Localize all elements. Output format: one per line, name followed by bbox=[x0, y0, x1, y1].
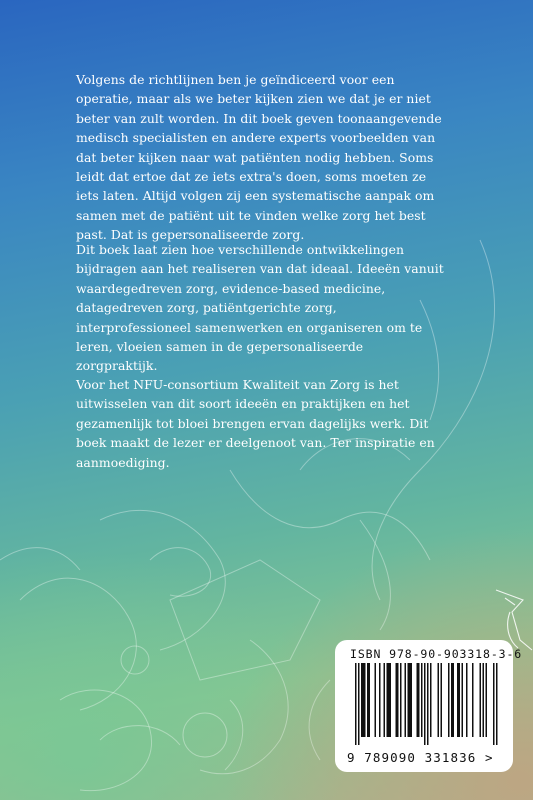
barcode-bar bbox=[459, 663, 461, 737]
barcode-bar bbox=[493, 663, 495, 745]
barcode-bar bbox=[417, 663, 419, 737]
barcode-bar bbox=[367, 663, 369, 737]
barcode-bar bbox=[379, 663, 381, 737]
barcode-bar bbox=[363, 663, 365, 737]
barcode-bar bbox=[408, 663, 410, 737]
blurb-paragraph-1 bbox=[76, 70, 446, 245]
blurb-paragraph-3-text: Voor het NFU-consortium Kwaliteit van Zorg is het uitwisselen van dit soort ideeën en praktijken en het gezamenlijk tot bloei brengen ervan dagelijks werk. Dit boek maakt de lezer er deelgenoot van. Ter inspiratie en aanmoediging. bbox=[76, 377, 435, 470]
barcode-bar bbox=[451, 663, 453, 737]
barcode-bar bbox=[400, 663, 402, 737]
barcode-bar bbox=[472, 663, 474, 737]
barcode-bar bbox=[457, 663, 459, 737]
barcode-bar bbox=[369, 663, 371, 737]
barcode-bar bbox=[480, 663, 482, 737]
barcode-bar bbox=[453, 663, 455, 737]
barcode-bar bbox=[421, 663, 423, 737]
barcode-bar bbox=[466, 663, 468, 737]
barcode-bar bbox=[364, 663, 366, 737]
barcode-bar bbox=[411, 663, 413, 737]
barcode-bar bbox=[441, 663, 443, 737]
blurb-paragraph-2-text: Dit boek laat zien hoe verschillende ontwikkelingen bijdragen aan het realiseren van dat ideaal. Ideeën vanuit waardegedreven zorg, evidence-based medicine, datagedreven zorg, patiëntgerichte zorg, interprofessioneel samenwerken en organiseren om te leren, vloeien samen in de gepersonaliseerde zorgpraktijk. bbox=[76, 242, 444, 374]
blurb-paragraph-3 bbox=[76, 375, 446, 472]
barcode-bar bbox=[430, 663, 432, 737]
barcode-bar bbox=[390, 663, 392, 737]
blurb-paragraph-1-text: Volgens de richtlijnen ben je geïndiceerd voor een operatie, maar als we beter kijken zien we dat je er niet beter van zult worden. In dit boek geven toonaangevende medisch specialisten en andere experts voorbeelden van dat beter kijken naar wat patiënten nodig hebben. Soms leidt dat ertoe dat ze iets extra's doen, soms moeten ze iets laten. Altijd volgen zij een systematische aanpak om samen met de patiënt uit te vinden welke zorg het best past. Dat is gepersonaliseerde zorg. bbox=[76, 72, 442, 243]
barcode-bar bbox=[448, 663, 450, 737]
barcode-bar bbox=[409, 663, 411, 737]
barcode-bar bbox=[483, 663, 485, 737]
barcode-bar bbox=[462, 663, 464, 737]
isbn-barcode-box bbox=[335, 640, 523, 772]
barcode-bar bbox=[427, 663, 429, 745]
barcode-bar bbox=[438, 663, 440, 737]
isbn-label: ISBN 978-90-903318-3-6 bbox=[350, 647, 523, 661]
barcode-bar bbox=[361, 663, 363, 737]
barcode-bar bbox=[388, 663, 390, 737]
barcode-bar bbox=[418, 663, 420, 737]
barcode-bar bbox=[387, 663, 389, 737]
barcode-bar bbox=[355, 663, 357, 745]
blurb-paragraph-2 bbox=[76, 240, 446, 376]
barcode-bar bbox=[486, 663, 488, 737]
barcode-bar bbox=[384, 663, 386, 737]
barcode-bar bbox=[396, 663, 398, 737]
barcode-bar bbox=[496, 663, 498, 745]
barcode-bar bbox=[405, 663, 407, 737]
barcode-bar bbox=[375, 663, 377, 737]
barcode-bar bbox=[397, 663, 399, 737]
barcode-icon bbox=[347, 663, 505, 755]
barcode-bar bbox=[424, 663, 426, 745]
ean-digits: 9 789090 331836 > bbox=[347, 750, 494, 765]
barcode-bar bbox=[358, 663, 360, 745]
